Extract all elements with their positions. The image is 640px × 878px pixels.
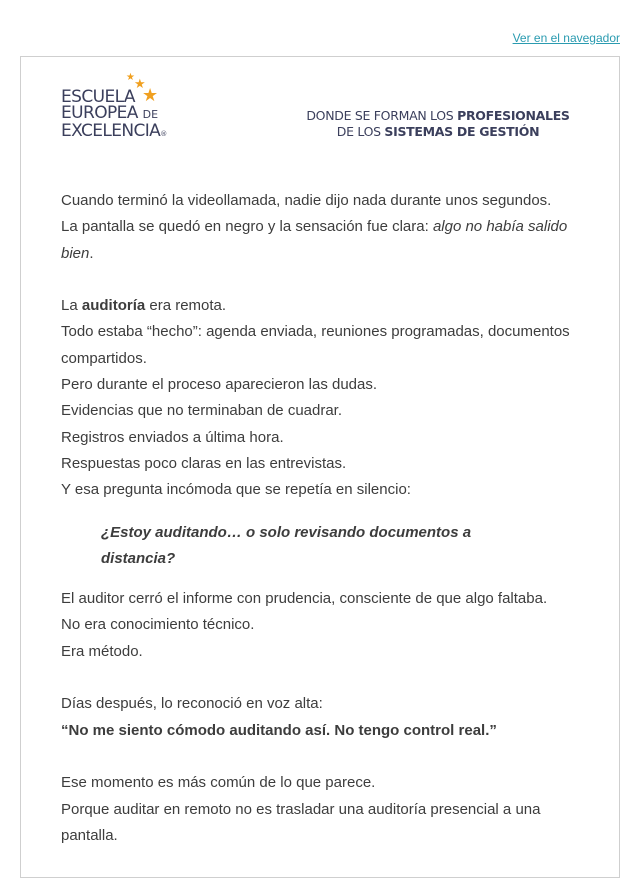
email-body: [61, 188, 581, 849]
logo-line-1: ESCUELA: [61, 87, 135, 107]
p2-pre: La: [61, 297, 82, 315]
p1-end: .: [89, 244, 94, 262]
spacer: [61, 665, 581, 691]
highlight-question: ¿Estoy auditando… o solo revisando documentos a distancia?: [101, 523, 472, 567]
star-icon: ★: [142, 85, 159, 105]
email-card: [20, 56, 620, 878]
top-bar: [0, 0, 640, 56]
paragraph-1-line-2: [61, 214, 581, 267]
paragraph-2-line-2: Todo estaba “hecho”: agenda enviada, reuniones programadas, documentos compartidos.: [61, 323, 570, 367]
paragraph-2-line-3: Pero durante el proceso aparecieron las dudas.: [61, 376, 378, 394]
logo-line-3-main: EXCELENCIA: [61, 121, 161, 141]
email-header: [21, 57, 619, 157]
logo-line-3: [61, 123, 167, 142]
paragraph-2-line-6: Respuestas poco claras en las entrevistas.: [61, 454, 347, 472]
p2-post: era remota.: [145, 297, 227, 315]
p2-bold: auditoría: [81, 297, 146, 315]
paragraph-1-line-1: Cuando terminó la videollamada, nadie dijo nada durante unos segundos.: [61, 192, 552, 209]
tagline-line-1: [297, 108, 579, 124]
paragraph-5-line-1: Ese momento es más común de lo que parece.: [61, 774, 376, 792]
star-icon: ★: [134, 76, 146, 91]
logo-line-2-main: EUROPEA: [61, 103, 138, 123]
escuela-europea-logo[interactable]: [61, 71, 191, 143]
logo-wordmark: [61, 89, 167, 142]
paragraph-3-line-1: El auditor cerró el informe con prudencia, consciente de que algo faltaba.: [61, 590, 548, 608]
paragraph-2-line-4: Evidencias que no terminaban de cuadrar.: [61, 402, 343, 420]
paragraph-2-line-1: [61, 293, 581, 319]
paragraph-5-line-2: Porque auditar en remoto no es trasladar una auditoría presencial a una pantalla.: [61, 800, 541, 844]
tagline-line-2-regular: DE LOS: [336, 124, 385, 139]
tagline-line-2: [297, 124, 579, 140]
tagline-line-1-bold: PROFESIONALES: [457, 108, 570, 123]
view-in-browser-link[interactable]: Ver en el navegador: [512, 31, 620, 45]
tagline-line-1-regular: DONDE SE FORMAN LOS: [306, 108, 458, 123]
spacer: [61, 744, 581, 770]
p1-regular: La pantalla se quedó en negro y la sensación fue clara:: [61, 218, 433, 236]
star-icon: ★: [126, 72, 135, 83]
header-tagline: [297, 108, 579, 140]
spacer: [61, 267, 581, 293]
p1-italic: algo no había salido bien: [61, 218, 568, 262]
paragraph-3-line-3: Era método.: [61, 642, 143, 660]
registered-mark: ®: [160, 130, 168, 138]
paragraph-2-line-5: Registros enviados a última hora.: [61, 428, 284, 446]
tagline-line-2-bold: SISTEMAS DE GESTIÓN: [384, 124, 540, 139]
paragraph-3-line-2: No era conocimiento técnico.: [61, 616, 255, 634]
auditor-quote: “No me siento cómodo auditando así. No tengo control real.”: [61, 721, 497, 739]
logo-line-2-small: DE: [142, 108, 159, 121]
paragraph-4-line-1: Días después, lo reconoció en voz alta:: [61, 695, 323, 713]
paragraph-2-line-7: Y esa pregunta incómoda que se repetía en silencio:: [61, 481, 411, 499]
